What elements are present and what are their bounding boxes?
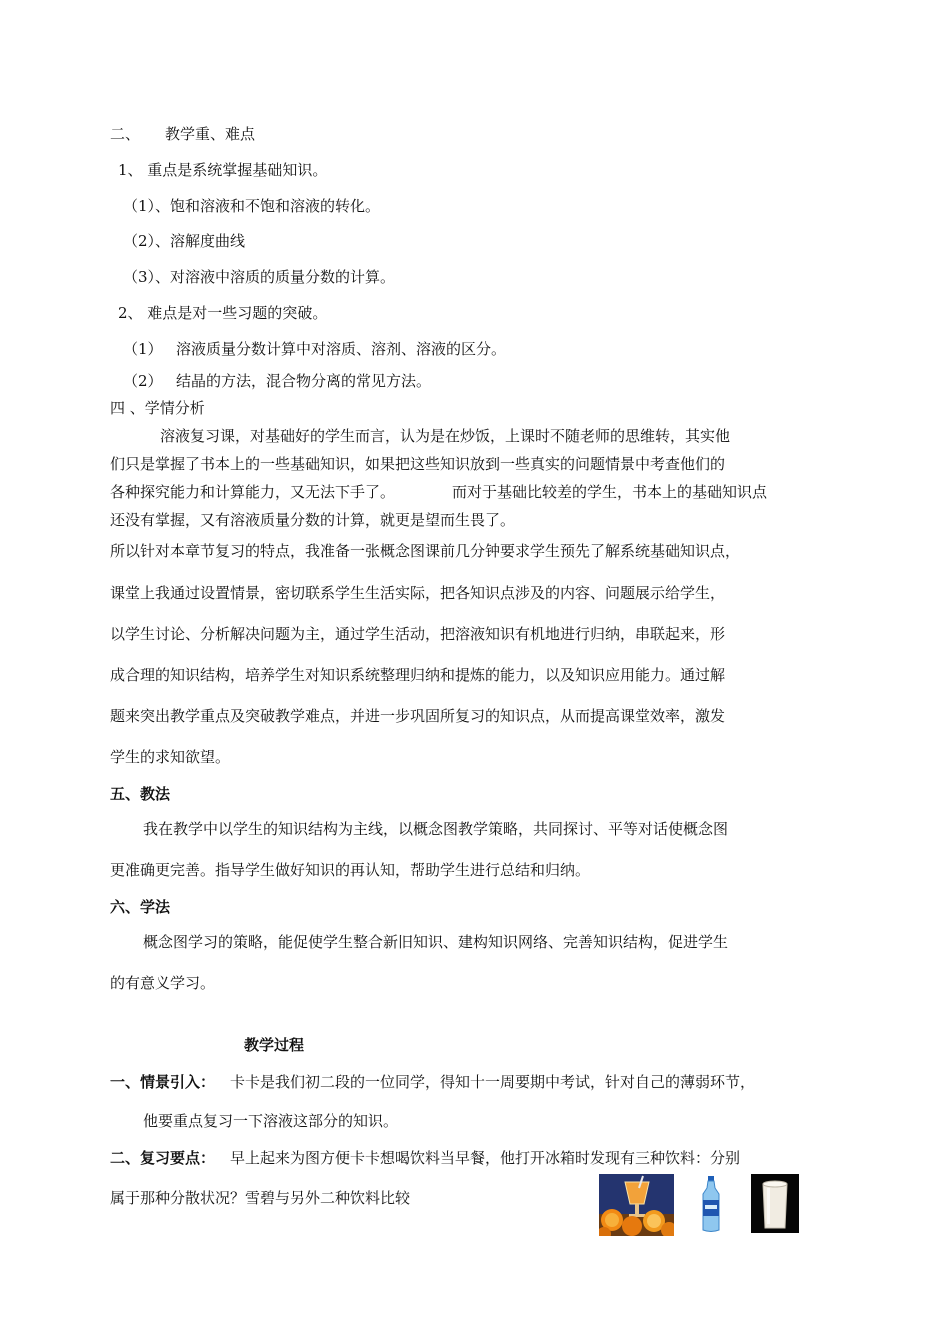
difficulty-1-number: （1） (123, 340, 163, 358)
milk-glass-image (751, 1174, 799, 1233)
section-4-line-10: 学生的求知欲望。 (110, 748, 231, 766)
key-point-1: （1）、饱和溶液和不饱和溶液的转化。 (123, 197, 381, 215)
review-line-2: 属于那种分散状况？雪碧与另外二种饮料比较 (110, 1189, 411, 1207)
key-point-heading: 1、 重点是系统掌握基础知识。 (118, 161, 328, 179)
section-2-number: 二、 (110, 125, 141, 143)
section-4-line-3b: 而对于基础比较差的学生，书本上的基础知识点 (452, 483, 768, 501)
review-line-1: 早上起来为图方便卡卡想喝饮料当早餐，他打开冰箱时发现有三种饮料：分别 (230, 1149, 741, 1167)
section-4-line-1: 溶液复习课，对基础好的学生而言，认为是在炒饭，上课时不随老师的思维转，其实他 (160, 427, 731, 445)
section-6-line-1: 概念图学习的策略，能促使学生整合新旧知识、建构知识网络、完善知识结构，促进学生 (143, 933, 729, 951)
difficulty-heading: 2、 难点是对一些习题的突破。 (118, 304, 328, 322)
key-point-3: （3）、对溶液中溶质的质量分数的计算。 (123, 268, 396, 286)
section-5-line-1: 我在教学中以学生的知识结构为主线，以概念图教学策略，共同探讨、平等对话使概念图 (143, 820, 729, 838)
difficulty-1: 溶液质量分数计算中对溶质、溶剂、溶液的区分。 (176, 340, 507, 358)
intro-line-2: 他要重点复习一下溶液这部分的知识。 (143, 1112, 399, 1130)
difficulty-2-number: （2） (123, 372, 163, 390)
section-4-line-9: 题来突出教学重点及突破教学难点，并进一步巩固所复习的知识点，从而提高课堂效率，激发 (110, 707, 726, 725)
orange-juice-image (599, 1174, 674, 1236)
intro-line-1: 卡卡是我们初二段的一位同学，得知十一周要期中考试，针对自己的薄弱环节， (230, 1073, 756, 1091)
sprite-bottle-image (699, 1176, 723, 1232)
teaching-process-title: 教学过程 (244, 1036, 305, 1054)
section-2-title: 教学重、难点 (165, 125, 256, 143)
key-point-2: （2）、溶解度曲线 (123, 232, 246, 250)
section-5-line-2: 更准确更完善。指导学生做好知识的再认知，帮助学生进行总结和归纳。 (110, 861, 591, 879)
section-4-line-5: 所以针对本章节复习的特点，我准备一张概念图课前几分钟要求学生预先了解系统基础知识点， (110, 542, 741, 560)
section-4-line-6: 课堂上我通过设置情景，密切联系学生生活实际，把各知识点涉及的内容、问题展示给学生， (110, 584, 726, 602)
intro-heading: 一、情景引入： (110, 1073, 216, 1091)
section-4-heading: 四 、学情分析 (110, 399, 205, 417)
section-4-line-4: 还没有掌握，又有溶液质量分数的计算，就更是望而生畏了。 (110, 511, 516, 529)
section-6-line-2: 的有意义学习。 (110, 974, 216, 992)
section-4-line-7: 以学生讨论、分析解决问题为主，通过学生活动，把溶液知识有机地进行归纳，串联起来，形 (110, 625, 726, 643)
difficulty-2: 结晶的方法，混合物分离的常见方法。 (176, 372, 432, 390)
section-4-line-2: 们只是掌握了书本上的一些基础知识，如果把这些知识放到一些真实的问题情景中考查他们的 (110, 455, 726, 473)
section-6-heading: 六、学法 (110, 898, 171, 916)
review-heading: 二、复习要点： (110, 1149, 216, 1167)
section-4-line-3a: 各种探究能力和计算能力，又无法下手了。 (110, 483, 396, 501)
section-4-line-8: 成合理的知识结构，培养学生对知识系统整理归纳和提炼的能力，以及知识应用能力。通过解 (110, 666, 726, 684)
section-5-heading: 五、教法 (110, 785, 171, 803)
